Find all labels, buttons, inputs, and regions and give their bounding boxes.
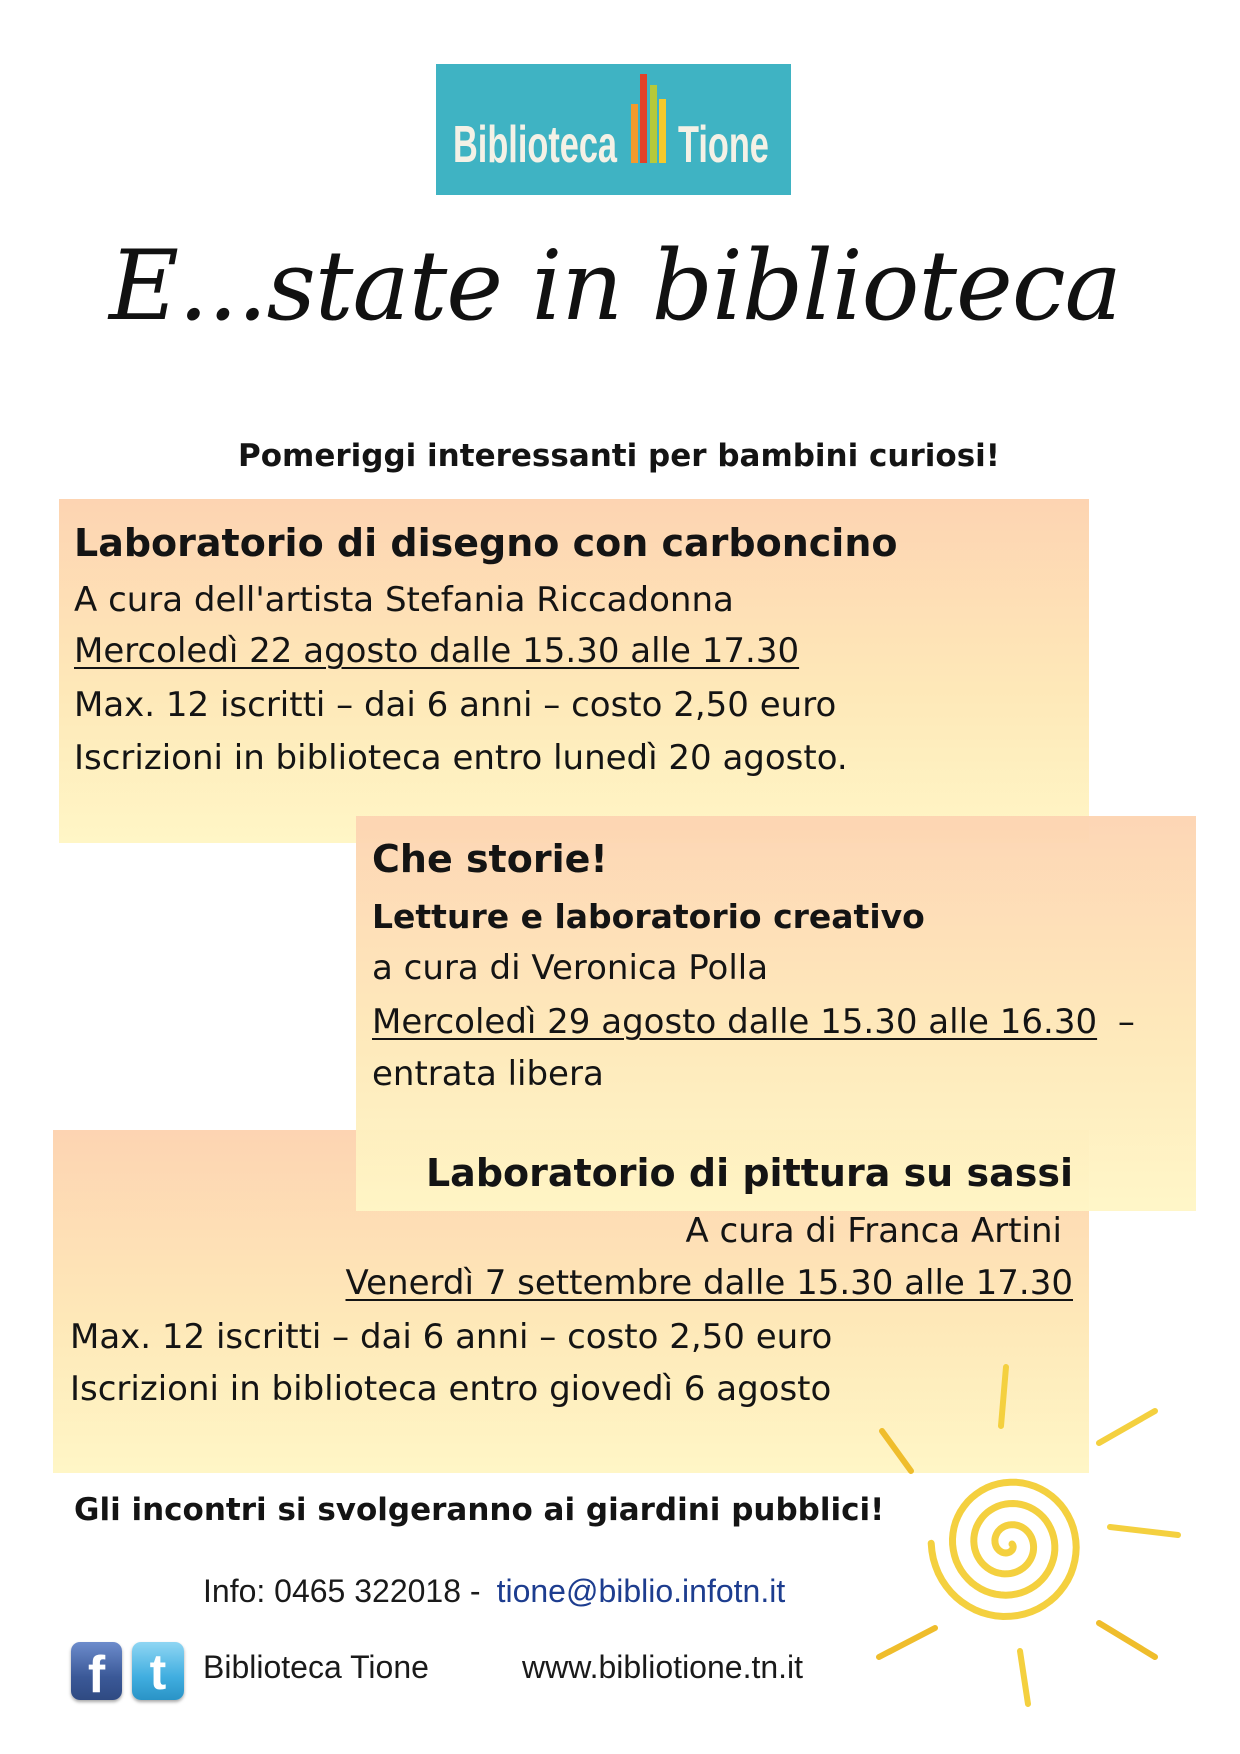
logo-text-tione: Tione: [678, 116, 769, 174]
event-title: Laboratorio di disegno con carboncino: [74, 521, 898, 565]
event-title: Che storie!: [372, 837, 608, 881]
event-subtitle: Letture e laboratorio creativo: [372, 897, 925, 936]
event-details: Max. 12 iscritti – dai 6 anni – costo 2,50 euro: [74, 685, 837, 725]
logo-bar-icon: [640, 74, 647, 163]
email-link[interactable]: tione@biblio.infotn.it: [496, 1573, 786, 1609]
event-date-suffix: –: [1117, 1002, 1135, 1042]
event-curator: a cura di Veronica Polla: [372, 948, 769, 988]
info-phone: Info: 0465 322018 -: [203, 1573, 481, 1609]
event-registration: Iscrizioni in biblioteca entro giovedì 6 agosto: [70, 1369, 832, 1409]
sun-ray: [882, 1431, 911, 1471]
logo-text-biblioteca: Biblioteca: [453, 116, 618, 174]
logo-bar-icon: [631, 104, 638, 163]
twitter-glyph: t: [149, 1644, 167, 1700]
event-curator: A cura di Franca Artini: [685, 1211, 1062, 1251]
event-date: Venerdì 7 settembre dalle 15.30 alle 17.30: [345, 1263, 1073, 1303]
facebook-glyph: f: [87, 1646, 106, 1704]
twitter-icon[interactable]: [132, 1642, 184, 1700]
sun-ray: [1020, 1651, 1028, 1704]
sun-ray: [1099, 1623, 1155, 1657]
sun-spiral: [931, 1482, 1076, 1616]
library-logo: [436, 64, 791, 195]
location-note: Gli incontri si svolgeranno ai giardini pubblici!: [74, 1492, 885, 1528]
website-link[interactable]: www.bibliotione.tn.it: [522, 1649, 804, 1685]
page-title: E...state in biblioteca: [109, 230, 1121, 342]
page-subtitle: Pomeriggi interessanti per bambini curiosi!: [238, 438, 1000, 474]
contact-info-line: [203, 1570, 785, 1612]
sun-ray: [1110, 1527, 1178, 1535]
logo-bar-icon: [650, 85, 657, 163]
sun-drawing: [860, 1350, 1200, 1720]
event-registration: Iscrizioni in biblioteca entro lunedì 20 agosto.: [74, 738, 848, 778]
event-date-line: [372, 1000, 1135, 1044]
sun-ray: [1001, 1367, 1006, 1426]
facebook-icon[interactable]: [71, 1642, 122, 1704]
sun-ray: [1099, 1411, 1155, 1443]
event-title: Laboratorio di pittura su sassi: [425, 1151, 1073, 1195]
event-date: Mercoledì 29 agosto dalle 15.30 alle 16.30: [372, 1002, 1098, 1042]
social-name: Biblioteca Tione: [203, 1649, 429, 1685]
logo-bar-icon: [659, 99, 666, 163]
event-curator: A cura dell'artista Stefania Riccadonna: [74, 580, 734, 620]
sun-ray: [879, 1628, 935, 1657]
event-entry: entrata libera: [372, 1054, 604, 1094]
event-details: Max. 12 iscritti – dai 6 anni – costo 2,50 euro: [70, 1317, 833, 1357]
event-date: Mercoledì 22 agosto dalle 15.30 alle 17.30: [74, 631, 800, 671]
